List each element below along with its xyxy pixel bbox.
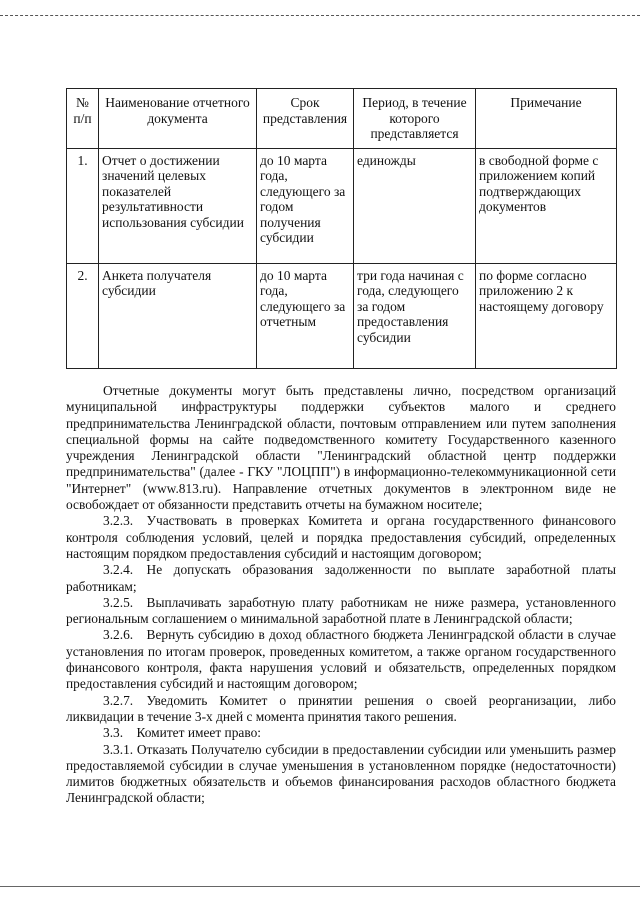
table-row bbox=[67, 263, 617, 368]
col-header-document-name: Наименование отчетного документа bbox=[99, 89, 257, 149]
paragraph-3-3: 3.3. Комитет имеет право: bbox=[103, 725, 261, 741]
paragraph-3-2-3: 3.2.3. Участвовать в проверках Комитета и органа государственного финансового контроля соблюдения условий, целей и порядка предоставления субсидий, определенных настоящим порядком предоставления субсидий и настоящим договором; bbox=[66, 513, 616, 561]
paragraph-3-3-1: 3.3.1. Отказать Получателю субсидии в предоставлении субсидии или уменьшить размер предоставляемой субсидии в случае уменьшения в установленном порядке (недостаточности) лимитов бюджетных обязательств и объемов финансирования расходов областного бюджета Ленинградской области; bbox=[66, 741, 616, 806]
table-header-row bbox=[67, 89, 617, 149]
document-body bbox=[66, 383, 616, 807]
paragraph-3-2-4: 3.2.4. Не допускать образования задолженности по выплате заработной платы работникам; bbox=[66, 562, 616, 594]
row-note: в свободной форме с приложением копий подтверждающих документов bbox=[476, 148, 617, 263]
top-scan-edge bbox=[0, 15, 640, 16]
paragraph-3-2-5: 3.2.5. Выплачивать заработную плату работникам не ниже размера, установленного региональным соглашением о минимальной заработной плате в Ленинградской области; bbox=[66, 594, 616, 627]
table-row bbox=[67, 148, 617, 263]
row-number: 1. bbox=[67, 148, 99, 263]
row-period: единожды bbox=[354, 148, 476, 263]
row-document-name: Отчет о достижении значений целевых показателей результативности использования субсидии bbox=[99, 148, 257, 263]
row-number: 2. bbox=[67, 263, 99, 368]
paragraph-3-2-7: 3.2.7. Уведомить Комитет о принятии решения о своей реорганизации, либо ликвидации в течение 3-х дней с момента принятия такого решения. bbox=[66, 692, 616, 724]
bottom-scan-edge bbox=[0, 886, 640, 887]
row-note: по форме согласно приложению 2 к настоящему договору bbox=[476, 263, 617, 368]
col-header-deadline: Срок представления bbox=[257, 89, 354, 149]
reporting-documents-table bbox=[66, 88, 617, 369]
row-document-name: Анкета получателя субсидии bbox=[99, 263, 257, 368]
col-header-number: № п/п bbox=[67, 89, 99, 149]
col-header-period: Период, в течение которого представляется bbox=[354, 89, 476, 149]
row-deadline: до 10 марта года, следующего за годом получения субсидии bbox=[257, 148, 354, 263]
col-header-note: Примечание bbox=[476, 89, 617, 149]
row-period: три года начиная с года, следующего за годом предоставления субсидии bbox=[354, 263, 476, 368]
paragraph-3-2-6: 3.2.6. Вернуть субсидию в доход областного бюджета Ленинградской области в случае установления по итогам проверок, проведенных комитетом, а также органом государственного финансового контроля, факта нарушения условий и обязательств, определенных порядком предоставления субсидий и настоящим договором; bbox=[66, 627, 616, 692]
paragraph-submission-methods: Отчетные документы могут быть представлены лично, посредством организаций муниципальной инфраструктуры поддержки субъектов малого и среднего предпринимательства Ленинградской области, почтовым отправлением или путем заполнения специальной формы на сайте подведомственного комитету Государственного казенного учреждения Ленинградской области "Ленинградский областной центр поддержки предпринимательства" (далее - ГКУ "ЛОЦПП") в информационно-телекоммуникационной сети "Интернет" (www.813.ru). Направление отчетных документов в электронном виде не освобождает от обязанности представить отчеты на бумажном носителе; bbox=[66, 383, 616, 513]
row-deadline: до 10 марта года, следующего за отчетным bbox=[257, 263, 354, 368]
